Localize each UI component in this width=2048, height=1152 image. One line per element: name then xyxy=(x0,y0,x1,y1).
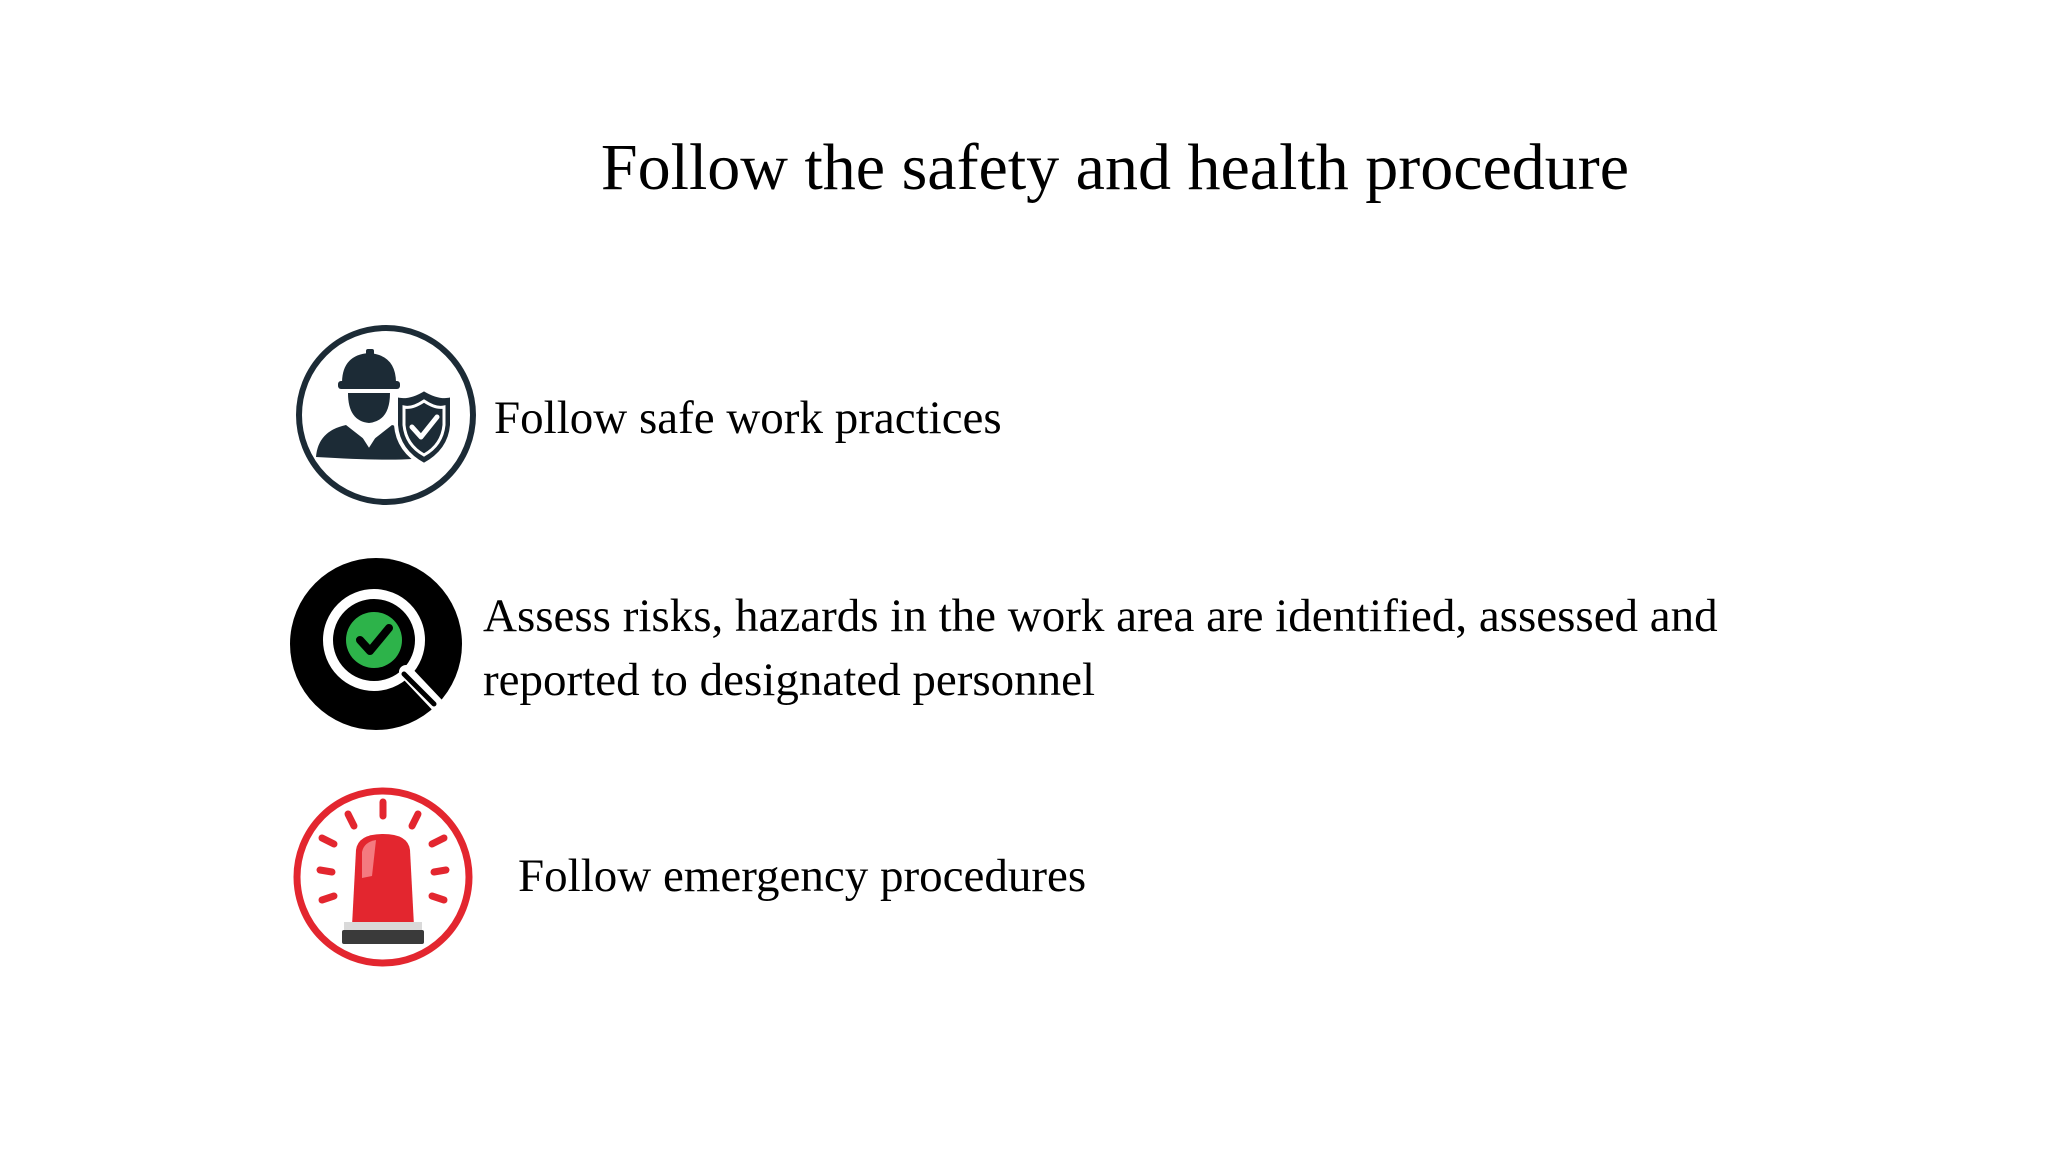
magnifier-check-icon xyxy=(290,558,466,734)
emergency-siren-icon xyxy=(292,786,474,968)
page-title: Follow the safety and health procedure xyxy=(600,131,1630,204)
item-label: Assess risks, hazards in the work area are identified, assessed and reported to designated personnel xyxy=(483,590,1718,706)
item-label: Follow emergency procedures xyxy=(518,850,1087,902)
item-label: Follow safe work practices xyxy=(494,392,1002,444)
worker-shield-icon xyxy=(294,323,478,507)
